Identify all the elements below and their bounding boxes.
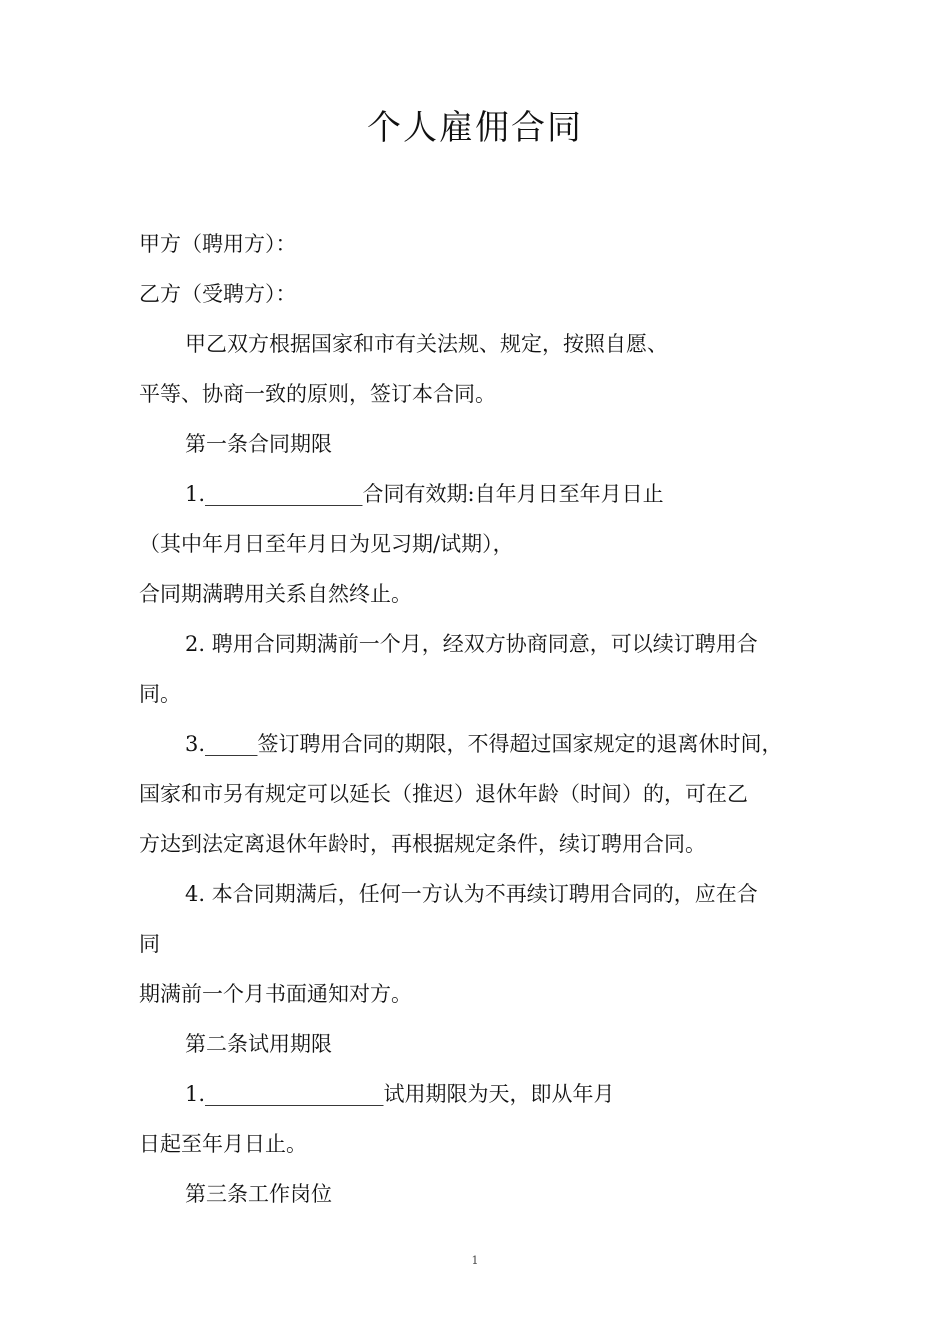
section-heading: 第一条合同期限 — [185, 432, 332, 456]
paragraph-line: 同。 — [139, 682, 181, 706]
paragraph-line: 甲乙双方根据国家和市有关法规、规定，按照自愿、 — [185, 332, 668, 356]
document-title: 个人雇佣合同 — [367, 108, 583, 148]
paragraph-line: 国家和市另有规定可以延长（推迟）退休年龄（时间）的，可在乙 — [139, 782, 748, 806]
paragraph-line: 同 — [139, 932, 160, 956]
paragraph-line: 1._______________合同有效期:自年月日至年月日止 — [185, 482, 664, 506]
paragraph-line: （其中年月日至年月日为见习期/试期）， — [139, 532, 514, 556]
paragraph-line: 平等、协商一致的原则，签订本合同。 — [139, 382, 496, 406]
page-number: 1 — [471, 1254, 479, 1267]
party-b-line: 乙方（受聘方）： — [139, 282, 297, 306]
paragraph-line: 期满前一个月书面通知对方。 — [139, 982, 412, 1006]
paragraph-line: 合同期满聘用关系自然终止。 — [139, 582, 412, 606]
paragraph-line: 1._________________试用期限为天，即从年月 — [185, 1082, 615, 1106]
paragraph-line: 4. 本合同期满后，任何一方认为不再续订聘用合同的，应在合 — [185, 882, 758, 906]
paragraph-line: 3._____签订聘用合同的期限，不得超过国家规定的退离休时间， — [185, 732, 783, 756]
section-heading: 第三条工作岗位 — [185, 1182, 332, 1206]
section-heading: 第二条试用期限 — [185, 1032, 332, 1056]
paragraph-line: 日起至年月日止。 — [139, 1132, 307, 1156]
paragraph-line: 2. 聘用合同期满前一个月，经双方协商同意，可以续订聘用合 — [185, 632, 758, 656]
paragraph-line: 方达到法定离退休年龄时，再根据规定条件，续订聘用合同。 — [139, 832, 706, 856]
party-a-line: 甲方（聘用方）： — [139, 232, 297, 256]
